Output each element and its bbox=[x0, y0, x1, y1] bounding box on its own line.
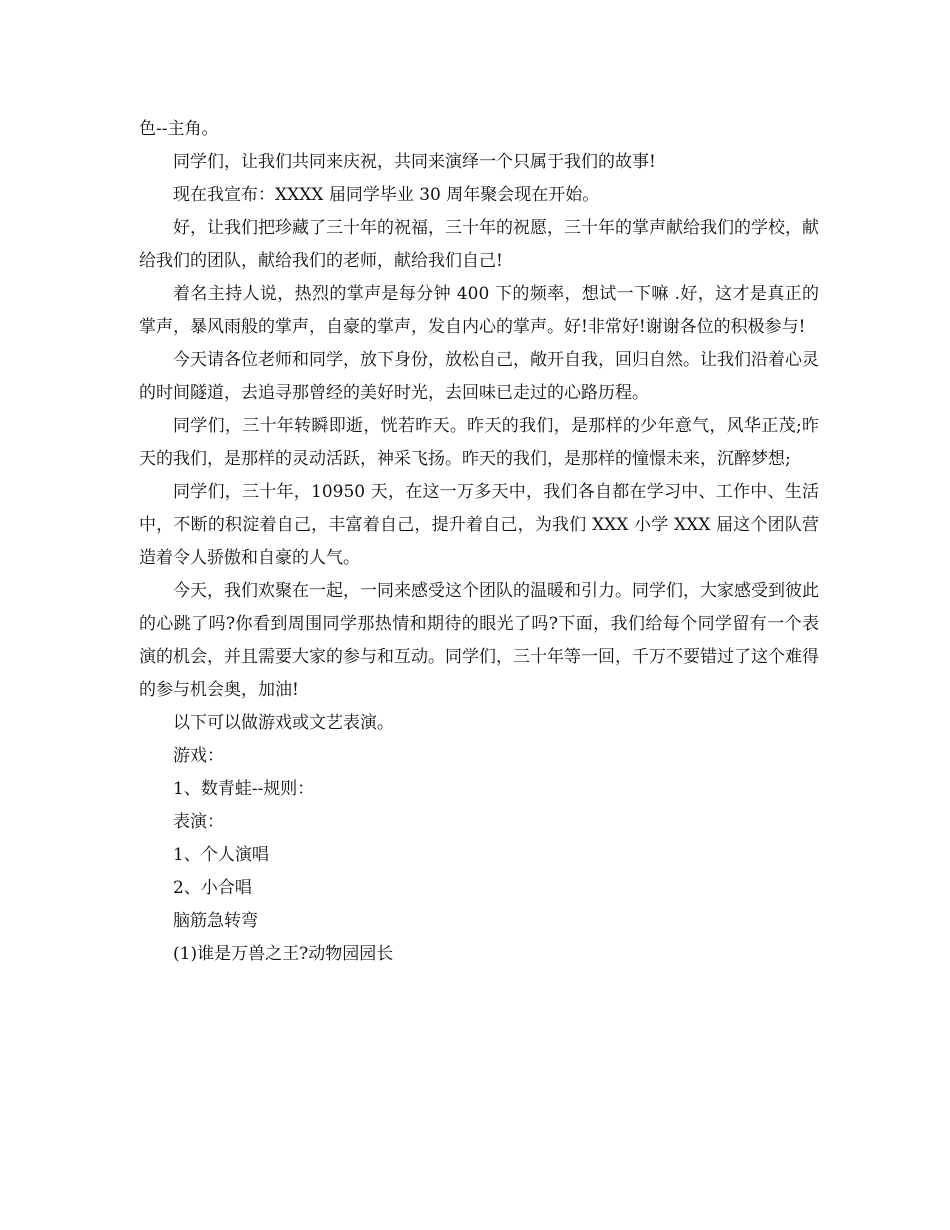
paragraph-6: 同学们，三十年转瞬即逝，恍若昨天。昨天的我们，是那样的少年意气，风华正茂;昨天的我们，是那样的灵动活跃，神采飞扬。昨天的我们，是那样的憧憬未来，沉醉梦想; bbox=[139, 416, 819, 469]
paragraph-2: 现在我宣布：XXXX 届同学毕业 30 周年聚会现在开始。 bbox=[173, 185, 600, 205]
paragraph-1: 同学们，让我们共同来庆祝，共同来演绎一个只属于我们的故事! bbox=[173, 152, 656, 172]
paragraph-9: 以下可以做游戏或文艺表演。 bbox=[173, 713, 394, 733]
paragraph-11: 1、数青蛙--规则： bbox=[173, 779, 315, 799]
paragraph-16: (1)谁是万兽之王?动物园园长 bbox=[173, 944, 394, 964]
paragraph-10: 游戏： bbox=[173, 746, 224, 766]
paragraph-3: 好，让我们把珍藏了三十年的祝福，三十年的祝愿，三十年的掌声献给我们的学校，献给我们的团队，献给我们的老师，献给我们自己! bbox=[139, 218, 819, 271]
paragraph-14: 2、小合唱 bbox=[173, 878, 252, 898]
paragraph-4: 着名主持人说，热烈的掌声是每分钟 400 下的频率，想试一下嘛 .好，这才是真正的掌声，暴风雨般的掌声，自豪的掌声，发自内心的掌声。好!非常好!谢谢各位的积极参与! bbox=[139, 284, 819, 337]
paragraph-5: 今天请各位老师和同学，放下身份，放松自己，敞开自我，回归自然。让我们沿着心灵的时间隧道，去追寻那曾经的美好时光，去回味已走过的心路历程。 bbox=[139, 350, 819, 403]
paragraph-7: 同学们，三十年，10950 天，在这一万多天中，我们各自都在学习中、工作中、生活中，不断的积淀着自己，丰富着自己，提升着自己，为我们 XXX 小学 XXX 届这个团队营造着令人骄傲和自豪的人气。 bbox=[139, 482, 819, 568]
paragraph-8: 今天，我们欢聚在一起，一同来感受这个团队的温暖和引力。同学们，大家感受到彼此的心跳了吗?你看到周围同学那热情和期待的眼光了吗?下面，我们给每个同学留有一个表演的机会，并且需要大家的参与和互动。同学们，三十年等一回，千万不要错过了这个难得的参与机会奥，加油! bbox=[139, 581, 819, 700]
paragraph-15: 脑筋急转弯 bbox=[173, 911, 258, 931]
paragraph-12: 表演： bbox=[173, 812, 224, 832]
paragraph-0: 色--主角。 bbox=[139, 119, 219, 139]
document-body bbox=[139, 113, 819, 971]
paragraph-13: 1、个人演唱 bbox=[173, 845, 269, 865]
